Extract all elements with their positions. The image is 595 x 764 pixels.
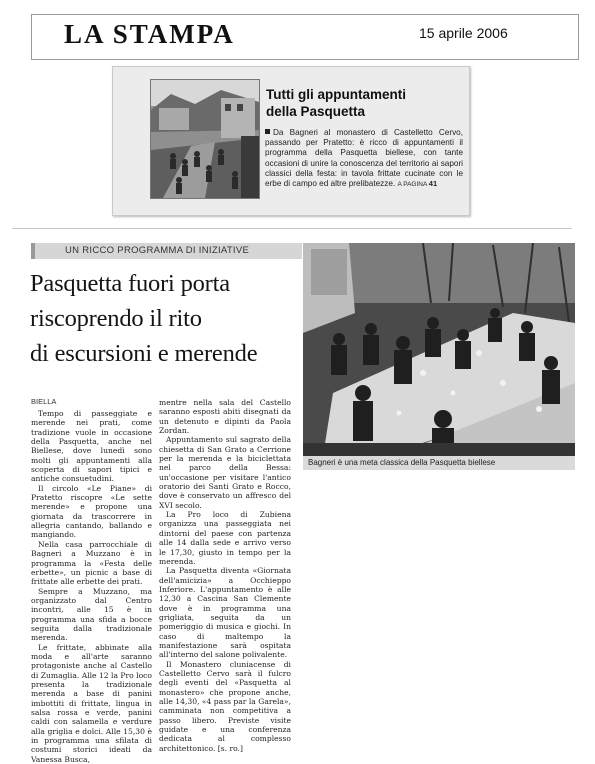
teaser-body-text: Da Bagneri al monastero di Castelletto Cervo, passando per Pratetto: è ricco di appuntamenti il programma della Pasquetta biellese, con tante occasioni di unire la conoscenza del territorio ai sapori classici della festa: in tavola frittate cucinate con le erbe di campo ed altre prelibatezze. [265,128,463,189]
paragraph: Tempo di passeggiate e merende nei prati, come tradizione vuole in occasione della Pasquetta, anche nel Biellese, dove lunedì sono molti gli appuntamenti alla scoperta di sapori tipici e antiche consuetudini. [31,409,152,484]
paragraph: La Pasquetta diventa «Giornata dell'amicizia» a Occhieppo Inferiore. L'appuntamento è alle 12,30 a Cascina San Clemente dove è in programma una grigliata, seguita da un pomeriggio di musica e giochi. In caso di maltempo la manifestazione sarà ospitata all'interno del salone polivalente. [159,566,291,660]
bullet-square-icon [265,129,270,134]
newspaper-logo: LA STAMPA [64,19,235,49]
teaser-title [266,86,462,120]
paragraph: Nella casa parrocchiale di Bagneri a Muzzano è in programma la «Festa delle erbette», un picnic a base di frittate alle erbette dei prati. [31,539,152,587]
paragraph: Sempre a Muzzano, ma organizzato dal Centro incontri, alle 15 è in programma una sfida a bocce seguita dalla tradizionale merenda. [31,586,152,643]
teaser-page-ref [397,181,437,188]
paragraph: Il Monastero cluniacense di Castelletto Cervo sarà il fulcro degli eventi del «Pasquetta al monastero» che propone anche, alle 14,30, «4 pass par la Garela», camminata non competitiva a passo libero. Previste visite guidate e una conferenza dedicata al complesso architettonico. [s. ro.] [159,659,291,753]
paragraph: La Pro loco di Zubiena organizza una passeggiata nei dintorni del paese con partenza alle 14 dalla sede e arrivo verso le 17,30, giusto in tempo per la merenda. [159,510,291,566]
paragraph: mentre nella sala del Castello saranno esposti abiti disegnati da un detenuto e dipinti da Paola Zordan. [159,398,291,436]
teaser-title-line1: Tutti gli appuntamenti [266,87,406,102]
teaser-title-line2: della Pasquetta [266,104,366,119]
article-headline [30,266,302,371]
article-dateline: BIELLA [31,397,57,406]
article-kicker [31,243,302,259]
article-column-2 [159,398,291,753]
article-column-1 [31,409,152,764]
teaser-body [265,128,463,190]
issue-date: 15 aprile 2006 [419,25,508,41]
article-photo [303,243,575,456]
masthead [31,14,579,60]
teaser-page-ref-number: 41 [428,179,438,189]
teaser-photo [150,79,260,199]
teaser-page-ref-label: A PAGINA [397,181,427,189]
paragraph: Le frittate, abbinate alla moda e all'arte saranno protagoniste anche al Castello di Zumaglia. Alle 12 la Pro loco presenta la tradizionale merenda a base di panini imbottiti di frittate, lingua in salsa rossa e verde, panini caldi con salamella e verdure alla griglia e dolci. Alle 15,30 è in programma una sfilata di costumi storici ideati da Vanessa Busca, [31,642,152,764]
photo-caption: Bagneri è una meta classica della Pasquetta biellese [308,458,496,467]
headline-line2: riscoprendo il rito [30,305,202,332]
article-kicker-text: UN RICCO PROGRAMMA DI INIZIATIVE [65,245,250,256]
article-photo-image [303,243,575,456]
paragraph: Appuntamento sul sagrato della chiesetta di San Grato a Cerrione per la merenda e la biciclettata nel parco della Bessa: un'occasione per visitare l'antico oratorio dei Santi Grato e Rocco, dove è conservato un affresco del XVI secolo. [159,435,291,510]
paragraph: Il circolo «Le Piane» di Pratetto riscopre «Le sette merende» e propone una giornata da trascorrere in allegria cantando, ballando e mangiando. [31,483,152,540]
headline-line1: Pasquetta fuori porta [30,270,230,297]
headline-line3: di escursioni e merende [30,340,258,367]
teaser-photo-image [151,80,259,198]
